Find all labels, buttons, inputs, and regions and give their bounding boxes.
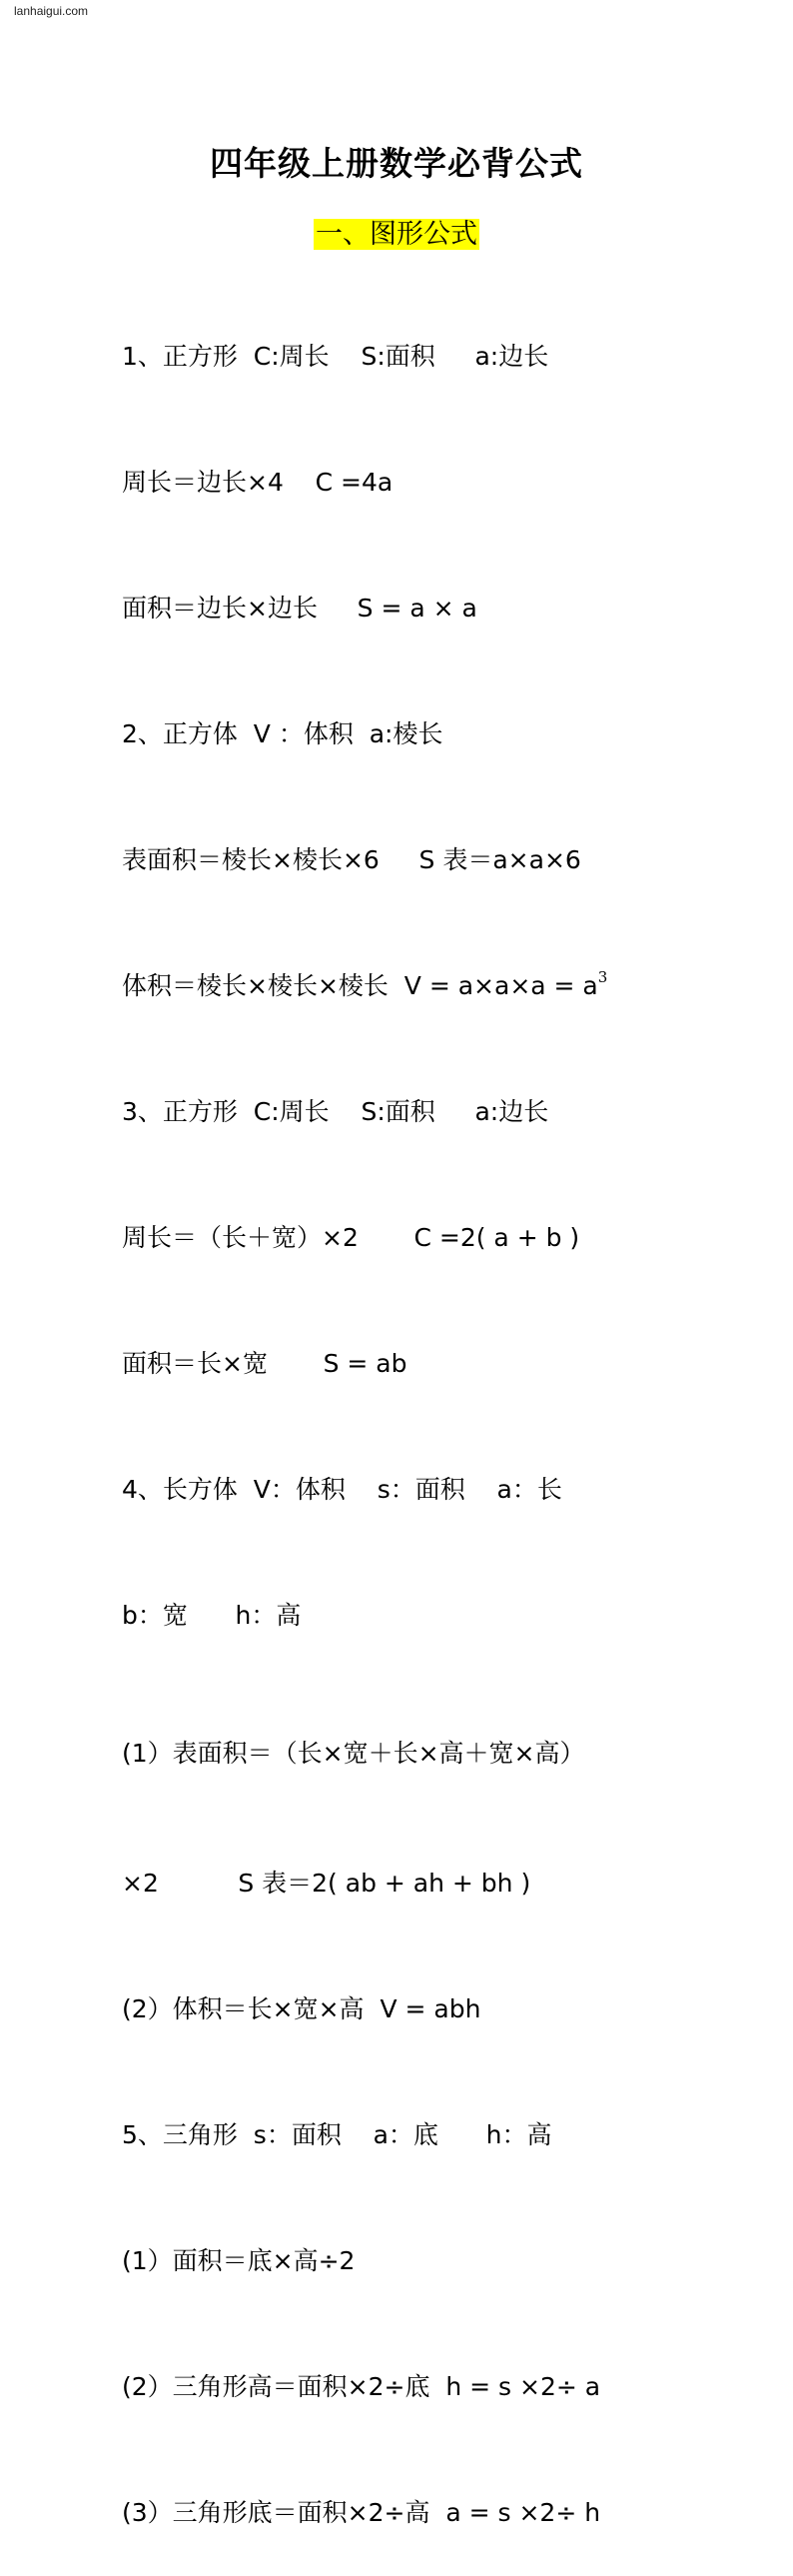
formula-line-16: (1）面积＝底×高÷2 <box>122 2246 356 2275</box>
formula-line-2: 周长＝边长×4 C =4a <box>122 468 394 497</box>
formula-line-14: (2）体积＝长×宽×高 V = abh <box>122 1994 481 2023</box>
formula-line-8: 周长＝（长＋宽）×2 C =2( a + b ) <box>122 1223 580 1252</box>
formula-line-15: 5、三角形 s：面积 a：底 h：高 <box>122 2120 552 2149</box>
formula-line-1: 1、正方形 C:周长 S:面积 a:边长 <box>122 342 549 371</box>
formula-line-10: 4、长方体 V：体积 s：面积 a：长 <box>122 1475 562 1504</box>
formula-line-11: b：宽 h：高 <box>122 1601 302 1630</box>
formula-line-17: (2）三角形高＝面积×2÷底 h = s ×2÷ a <box>122 2372 601 2401</box>
formula-line-3: 面积＝边长×边长 S = a × a <box>122 594 477 623</box>
formula-line-6 <box>122 965 781 1007</box>
section-heading <box>0 212 793 251</box>
section-title-highlight: 一、图形公式 <box>316 219 477 250</box>
cube-volume-formula: 体积＝棱长×棱长×棱长 V = a×a×a = a <box>122 971 598 1000</box>
formula-line-4: 2、正方体 V ：体积 a:棱长 <box>122 719 443 748</box>
formula-line-7: 3、正方形 C:周长 S:面积 a:边长 <box>122 1097 549 1126</box>
formula-line-13: ×2 S 表＝2( ab + ah + bh ) <box>122 1869 531 1898</box>
formula-line-9: 面积＝长×宽 S = ab <box>122 1349 407 1378</box>
formula-line-5: 表面积＝棱长×棱长×6 S 表＝a×a×6 <box>122 845 581 874</box>
formula-line-18: (3）三角形底＝面积×2÷高 a = s ×2÷ h <box>122 2498 601 2527</box>
page-title: 四年级上册数学必背公式 <box>210 144 583 183</box>
formula-list <box>122 252 781 2576</box>
formula-line-12: (1）表面积＝（长×宽＋长×高＋宽×高） <box>122 1739 585 1768</box>
cube-exponent: 3 <box>597 968 608 986</box>
watermark: lanhaigui.com <box>14 4 89 18</box>
